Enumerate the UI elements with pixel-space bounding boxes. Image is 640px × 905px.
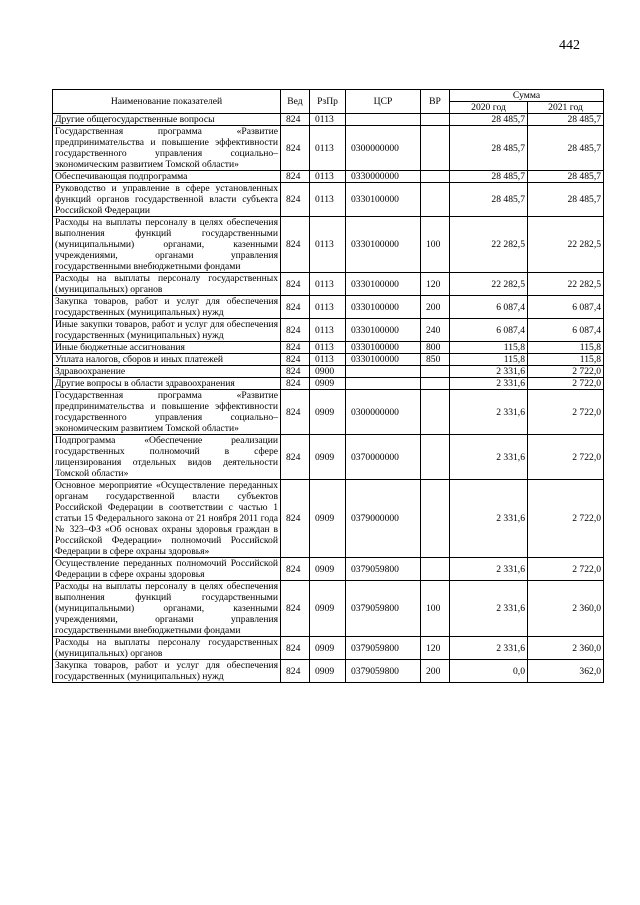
- cell-ved: 824: [281, 273, 310, 296]
- cell-amount-2021: 2 360,0: [528, 581, 604, 637]
- header-vr: ВР: [421, 90, 450, 114]
- cell-amount-2021: 6 087,4: [528, 319, 604, 342]
- cell-ved: 824: [281, 319, 310, 342]
- header-year-2021: 2021 год: [528, 102, 604, 114]
- cell-amount-2020: 2 331,6: [450, 581, 528, 637]
- cell-vr: 100: [421, 581, 450, 637]
- cell-csr: 0379059800: [346, 581, 421, 637]
- cell-vr: [421, 390, 450, 435]
- cell-csr: 0330000000: [346, 171, 421, 183]
- cell-name: Осуществление переданных полномочий Российской Федерации в сфере охраны здоровья: [53, 558, 281, 581]
- cell-amount-2020: 2 331,6: [450, 558, 528, 581]
- cell-csr: 0330100000: [346, 183, 421, 217]
- table-row: [53, 390, 604, 435]
- table-body: [53, 114, 604, 683]
- cell-vr: 240: [421, 319, 450, 342]
- table-row: [53, 319, 604, 342]
- table-header: [53, 90, 604, 114]
- table-row: [53, 480, 604, 558]
- cell-csr: 0330100000: [346, 217, 421, 273]
- cell-amount-2020: 22 282,5: [450, 217, 528, 273]
- cell-vr: [421, 126, 450, 171]
- cell-rzpr: 0909: [310, 660, 346, 683]
- cell-ved: 824: [281, 126, 310, 171]
- cell-ved: 824: [281, 558, 310, 581]
- cell-amount-2021: 28 485,7: [528, 126, 604, 171]
- cell-amount-2020: 28 485,7: [450, 183, 528, 217]
- cell-rzpr: 0113: [310, 342, 346, 354]
- cell-csr: 0379059800: [346, 558, 421, 581]
- cell-ved: 824: [281, 183, 310, 217]
- cell-vr: [421, 114, 450, 126]
- cell-amount-2021: 115,8: [528, 342, 604, 354]
- cell-vr: [421, 480, 450, 558]
- table-row: [53, 366, 604, 378]
- cell-name: Государственная программа «Развитие предпринимательства и повышение эффективности государственного управления социально–экономическим развитием Томской области»: [53, 126, 281, 171]
- cell-amount-2020: 0,0: [450, 660, 528, 683]
- cell-vr: 120: [421, 637, 450, 660]
- cell-vr: 200: [421, 296, 450, 319]
- table-row: [53, 637, 604, 660]
- cell-vr: [421, 171, 450, 183]
- budget-table: [52, 89, 604, 683]
- cell-rzpr: 0113: [310, 126, 346, 171]
- table-row: [53, 660, 604, 683]
- header-sum: Сумма: [450, 90, 604, 102]
- cell-ved: 824: [281, 366, 310, 378]
- cell-csr: 0330100000: [346, 354, 421, 366]
- cell-name: Иные закупки товаров, работ и услуг для обеспечения государственных (муниципальных) нужд: [53, 319, 281, 342]
- cell-name: Расходы на выплаты персоналу государственных (муниципальных) органов: [53, 273, 281, 296]
- cell-amount-2021: 2 722,0: [528, 366, 604, 378]
- table-row: [53, 558, 604, 581]
- cell-name: Закупка товаров, работ и услуг для обеспечения государственных (муниципальных) нужд: [53, 296, 281, 319]
- table-row: [53, 171, 604, 183]
- cell-csr: 0330100000: [346, 273, 421, 296]
- table-row: [53, 273, 604, 296]
- table-row: [53, 435, 604, 480]
- cell-amount-2020: 28 485,7: [450, 126, 528, 171]
- cell-ved: 824: [281, 342, 310, 354]
- cell-rzpr: 0909: [310, 390, 346, 435]
- cell-amount-2021: 362,0: [528, 660, 604, 683]
- cell-amount-2020: 2 331,6: [450, 480, 528, 558]
- cell-amount-2020: 2 331,6: [450, 390, 528, 435]
- cell-csr: 0379059800: [346, 637, 421, 660]
- cell-rzpr: 0909: [310, 637, 346, 660]
- cell-vr: 200: [421, 660, 450, 683]
- header-year-2020: 2020 год: [450, 102, 528, 114]
- cell-csr: 0330100000: [346, 342, 421, 354]
- cell-name: Уплата налогов, сборов и иных платежей: [53, 354, 281, 366]
- cell-rzpr: 0113: [310, 114, 346, 126]
- cell-name: Закупка товаров, работ и услуг для обеспечения государственных (муниципальных) нужд: [53, 660, 281, 683]
- cell-ved: 824: [281, 435, 310, 480]
- cell-name: Другие общегосударственные вопросы: [53, 114, 281, 126]
- cell-ved: 824: [281, 354, 310, 366]
- cell-vr: 120: [421, 273, 450, 296]
- cell-csr: 0300000000: [346, 126, 421, 171]
- cell-vr: [421, 558, 450, 581]
- cell-amount-2021: 2 722,0: [528, 558, 604, 581]
- cell-name: Расходы на выплаты персоналу государственных (муниципальных) органов: [53, 637, 281, 660]
- cell-rzpr: 0113: [310, 217, 346, 273]
- cell-ved: 824: [281, 171, 310, 183]
- cell-csr: 0370000000: [346, 435, 421, 480]
- cell-amount-2021: 22 282,5: [528, 217, 604, 273]
- cell-csr: 0379059800: [346, 660, 421, 683]
- cell-amount-2020: 2 331,6: [450, 435, 528, 480]
- cell-amount-2020: 28 485,7: [450, 171, 528, 183]
- cell-vr: [421, 366, 450, 378]
- cell-amount-2021: 2 722,0: [528, 378, 604, 390]
- cell-amount-2020: 6 087,4: [450, 296, 528, 319]
- table-row: [53, 581, 604, 637]
- cell-name: Расходы на выплаты персоналу в целях обеспечения выполнения функций государственными (муниципальными) органами, казенными учреждениями, органами управления государственными внебюджетными фондами: [53, 581, 281, 637]
- cell-rzpr: 0909: [310, 378, 346, 390]
- cell-ved: 824: [281, 217, 310, 273]
- cell-ved: 824: [281, 296, 310, 319]
- cell-csr: [346, 366, 421, 378]
- cell-vr: 100: [421, 217, 450, 273]
- cell-vr: [421, 435, 450, 480]
- cell-rzpr: 0909: [310, 435, 346, 480]
- header-rzpr: РзПр: [310, 90, 346, 114]
- cell-csr: [346, 378, 421, 390]
- cell-amount-2021: 28 485,7: [528, 114, 604, 126]
- cell-ved: 824: [281, 378, 310, 390]
- cell-amount-2020: 2 331,6: [450, 378, 528, 390]
- cell-name: Иные бюджетные ассигнования: [53, 342, 281, 354]
- cell-amount-2020: 115,8: [450, 354, 528, 366]
- cell-csr: 0300000000: [346, 390, 421, 435]
- cell-rzpr: 0113: [310, 273, 346, 296]
- cell-vr: [421, 378, 450, 390]
- cell-name: Здравоохранение: [53, 366, 281, 378]
- cell-ved: 824: [281, 114, 310, 126]
- cell-rzpr: 0113: [310, 171, 346, 183]
- header-ved: Вед: [281, 90, 310, 114]
- page-number: 442: [559, 38, 580, 53]
- table-row: [53, 296, 604, 319]
- cell-amount-2020: 22 282,5: [450, 273, 528, 296]
- cell-vr: [421, 183, 450, 217]
- table-row: [53, 354, 604, 366]
- cell-name: Основное мероприятие «Осуществление переданных органам государственной власти субъектов Российской Федерации в соответствии с частью 1 статьи 15 Федерального закона от 21 ноября 2011 года № 323–ФЗ «Об основах охраны здоровья граждан в Российской Федерации» полномочий Российской Федерации в сфере охраны здоровья»: [53, 480, 281, 558]
- cell-amount-2020: 6 087,4: [450, 319, 528, 342]
- cell-amount-2021: 6 087,4: [528, 296, 604, 319]
- cell-rzpr: 0900: [310, 366, 346, 378]
- cell-name: Другие вопросы в области здравоохранения: [53, 378, 281, 390]
- cell-amount-2020: 28 485,7: [450, 114, 528, 126]
- cell-ved: 824: [281, 581, 310, 637]
- cell-rzpr: 0909: [310, 480, 346, 558]
- cell-amount-2021: 115,8: [528, 354, 604, 366]
- cell-ved: 824: [281, 480, 310, 558]
- header-name: Наименование показателей: [53, 90, 281, 114]
- cell-ved: 824: [281, 660, 310, 683]
- table-row: [53, 183, 604, 217]
- cell-name: Подпрограмма «Обеспечение реализации государственных полномочий в сфере лицензирования отдельных видов деятельности Томской области»: [53, 435, 281, 480]
- header-csr: ЦСР: [346, 90, 421, 114]
- cell-amount-2020: 115,8: [450, 342, 528, 354]
- cell-amount-2021: 2 722,0: [528, 435, 604, 480]
- cell-csr: 0379000000: [346, 480, 421, 558]
- cell-vr: 800: [421, 342, 450, 354]
- table-row: [53, 114, 604, 126]
- cell-amount-2021: 2 722,0: [528, 390, 604, 435]
- cell-name: Обеспечивающая подпрограмма: [53, 171, 281, 183]
- cell-amount-2020: 2 331,6: [450, 366, 528, 378]
- cell-vr: 850: [421, 354, 450, 366]
- table-row: [53, 378, 604, 390]
- cell-amount-2021: 2 722,0: [528, 480, 604, 558]
- table-row: [53, 217, 604, 273]
- cell-rzpr: 0909: [310, 581, 346, 637]
- cell-name: Расходы на выплаты персоналу в целях обеспечения выполнения функций государственными (муниципальными) органами, казенными учреждениями, органами управления государственными внебюджетными фондами: [53, 217, 281, 273]
- cell-amount-2020: 2 331,6: [450, 637, 528, 660]
- cell-ved: 824: [281, 637, 310, 660]
- cell-rzpr: 0909: [310, 558, 346, 581]
- cell-ved: 824: [281, 390, 310, 435]
- cell-amount-2021: 2 360,0: [528, 637, 604, 660]
- cell-amount-2021: 28 485,7: [528, 171, 604, 183]
- cell-name: Руководство и управление в сфере установленных функций органов государственной власти субъекта Российской Федерации: [53, 183, 281, 217]
- cell-csr: 0330100000: [346, 319, 421, 342]
- cell-csr: 0330100000: [346, 296, 421, 319]
- cell-rzpr: 0113: [310, 319, 346, 342]
- cell-csr: [346, 114, 421, 126]
- cell-rzpr: 0113: [310, 296, 346, 319]
- table-row: [53, 126, 604, 171]
- cell-name: Государственная программа «Развитие предпринимательства и повышение эффективности государственного управления социально–экономическим развитием Томской области»: [53, 390, 281, 435]
- cell-amount-2021: 28 485,7: [528, 183, 604, 217]
- table-row: [53, 342, 604, 354]
- cell-rzpr: 0113: [310, 183, 346, 217]
- cell-amount-2021: 22 282,5: [528, 273, 604, 296]
- cell-rzpr: 0113: [310, 354, 346, 366]
